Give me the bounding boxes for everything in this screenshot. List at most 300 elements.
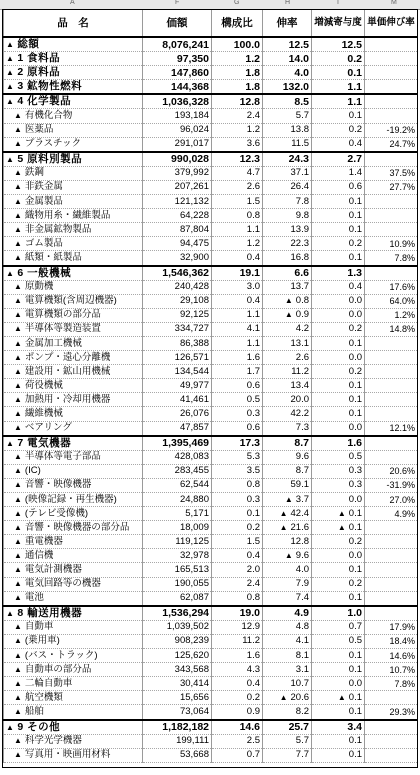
item-name-cell[interactable]: ▲ 半導体等電子部品 [4,450,143,464]
share-cell[interactable]: 0.3 [212,407,263,421]
growth-cell[interactable]: ▲ 9.6 [263,549,312,563]
growth-cell[interactable]: 59.1 [263,478,312,492]
value-cell[interactable]: 126,571 [143,351,212,365]
item-name-cell[interactable]: ▲ 電気回路等の機器 [4,577,143,591]
share-cell[interactable]: 1.1 [212,223,263,237]
contribution-cell[interactable]: 1.1 [312,94,365,109]
unit-price-growth-cell[interactable] [365,365,418,379]
unit-price-growth-cell[interactable]: -19.2% [365,123,418,137]
share-cell[interactable]: 2.5 [212,734,263,748]
value-cell[interactable]: 379,992 [143,166,212,180]
item-name-cell[interactable]: ▲ 科学光学機器 [4,734,143,748]
item-name-cell[interactable]: ▲ 写真用・映画用材料 [4,748,143,762]
contribution-cell[interactable]: 0.0 [312,549,365,563]
unit-price-growth-cell[interactable] [365,606,418,621]
unit-price-growth-cell[interactable]: 17.6% [365,280,418,294]
contribution-cell[interactable]: 0.1 [312,336,365,350]
share-cell[interactable]: 100.0 [212,37,263,52]
unit-price-growth-cell[interactable]: 12.1% [365,421,418,436]
share-cell[interactable]: 0.6 [212,379,263,393]
share-cell[interactable]: 1.1 [212,308,263,322]
contribution-cell[interactable]: 0.2 [312,123,365,137]
share-cell[interactable]: 11.2 [212,634,263,648]
contribution-cell[interactable]: 0.0 [312,677,365,691]
item-name-cell[interactable]: ▲ ゴム製品 [4,237,143,251]
share-cell[interactable]: 19.0 [212,606,263,621]
growth-cell[interactable]: 5.7 [263,734,312,748]
share-cell[interactable]: 3.0 [212,280,263,294]
growth-cell[interactable]: 14.0 [263,52,312,66]
share-cell[interactable]: 3.5 [212,464,263,478]
share-cell[interactable]: 0.1 [212,507,263,521]
value-cell[interactable]: 190,055 [143,577,212,591]
growth-cell[interactable]: ▲ 3.7 [263,493,312,507]
growth-cell[interactable]: 4.2 [263,322,312,336]
share-cell[interactable]: 0.8 [212,478,263,492]
share-cell[interactable]: 4.1 [212,322,263,336]
unit-price-growth-cell[interactable]: 4.9% [365,507,418,521]
item-name-cell[interactable]: ▲ ベアリング [4,421,143,436]
share-cell[interactable]: 4.3 [212,663,263,677]
header-unit-price-growth[interactable]: 単価伸び率 [365,10,418,38]
unit-price-growth-cell[interactable] [365,577,418,591]
value-cell[interactable]: 908,239 [143,634,212,648]
item-name-cell[interactable]: ▲ 9 その他 [4,720,143,735]
item-name-cell[interactable]: ▲ (映像記録・再生機器) [4,493,143,507]
item-name-cell[interactable]: ▲ 加熱用・冷却用機器 [4,393,143,407]
contribution-cell[interactable]: 1.3 [312,266,365,281]
contribution-cell[interactable]: 0.0 [312,294,365,308]
share-cell[interactable]: 3.6 [212,137,263,152]
share-cell[interactable]: 19.1 [212,266,263,281]
item-name-cell[interactable]: ▲ 有機化合物 [4,109,143,123]
value-cell[interactable]: 207,261 [143,180,212,194]
growth-cell[interactable]: 8.2 [263,705,312,720]
header-value[interactable]: 価額 [143,10,212,38]
column-letter-f[interactable]: F [175,0,180,6]
growth-cell[interactable]: 12.8 [263,535,312,549]
contribution-cell[interactable]: 0.5 [312,450,365,464]
unit-price-growth-cell[interactable]: 24.7% [365,137,418,152]
contribution-cell[interactable]: 0.1 [312,649,365,663]
value-cell[interactable]: 18,009 [143,521,212,535]
unit-price-growth-cell[interactable] [365,393,418,407]
item-name-cell[interactable]: ▲ 半導体等製造装置 [4,322,143,336]
contribution-cell[interactable]: 0.3 [312,478,365,492]
share-cell[interactable]: 17.3 [212,436,263,451]
item-name-cell[interactable]: ▲ 繊維機械 [4,407,143,421]
share-cell[interactable]: 1.2 [212,52,263,66]
unit-price-growth-cell[interactable] [365,195,418,209]
growth-cell[interactable]: 7.9 [263,577,312,591]
value-cell[interactable]: 121,132 [143,195,212,209]
contribution-cell[interactable]: ▲ 0.1 [312,691,365,705]
value-cell[interactable]: 29,108 [143,294,212,308]
contribution-cell[interactable]: 12.5 [312,37,365,52]
value-cell[interactable]: 134,544 [143,365,212,379]
share-cell[interactable]: 2.4 [212,109,263,123]
value-cell[interactable]: 97,350 [143,52,212,66]
contribution-cell[interactable]: 0.1 [312,734,365,748]
growth-cell[interactable]: 26.4 [263,180,312,194]
unit-price-growth-cell[interactable] [365,535,418,549]
item-name-cell[interactable]: ▲ 8 輸送用機器 [4,606,143,621]
value-cell[interactable]: 334,727 [143,322,212,336]
growth-cell[interactable]: 8.7 [263,464,312,478]
item-name-cell[interactable]: ▲ 電池 [4,591,143,606]
value-cell[interactable]: 1,395,469 [143,436,212,451]
header-item-name[interactable]: 品 名 [4,10,143,38]
header-share[interactable]: 構成比 [212,10,263,38]
growth-cell[interactable]: ▲ 0.8 [263,294,312,308]
unit-price-growth-cell[interactable] [365,591,418,606]
growth-cell[interactable]: 8.1 [263,649,312,663]
item-name-cell[interactable]: ▲ 金属製品 [4,195,143,209]
value-cell[interactable]: 94,475 [143,237,212,251]
contribution-cell[interactable]: 0.0 [312,493,365,507]
share-cell[interactable]: 4.7 [212,166,263,180]
growth-cell[interactable]: 5.7 [263,109,312,123]
unit-price-growth-cell[interactable]: 27.0% [365,493,418,507]
growth-cell[interactable]: 42.2 [263,407,312,421]
value-cell[interactable]: 15,656 [143,691,212,705]
growth-cell[interactable]: 6.6 [263,266,312,281]
value-cell[interactable]: 24,880 [143,493,212,507]
item-name-cell[interactable]: ▲ 非金属鉱物製品 [4,223,143,237]
growth-cell[interactable]: 4.0 [263,66,312,80]
value-cell[interactable]: 193,184 [143,109,212,123]
item-name-cell[interactable]: ▲ プラスチック [4,137,143,152]
unit-price-growth-cell[interactable] [365,52,418,66]
value-cell[interactable]: 240,428 [143,280,212,294]
share-cell[interactable]: 2.4 [212,577,263,591]
value-cell[interactable]: 30,414 [143,677,212,691]
contribution-cell[interactable]: 0.2 [312,535,365,549]
value-cell[interactable]: 165,513 [143,563,212,577]
contribution-cell[interactable]: 0.2 [312,577,365,591]
share-cell[interactable]: 0.3 [212,493,263,507]
unit-price-growth-cell[interactable]: 27.7% [365,180,418,194]
unit-price-growth-cell[interactable]: 29.3% [365,705,418,720]
value-cell[interactable]: 343,568 [143,663,212,677]
value-cell[interactable]: 92,125 [143,308,212,322]
unit-price-growth-cell[interactable] [365,37,418,52]
contribution-cell[interactable]: 2.7 [312,152,365,167]
contribution-cell[interactable]: 0.1 [312,109,365,123]
contribution-cell[interactable]: 0.2 [312,322,365,336]
value-cell[interactable]: 1,036,328 [143,94,212,109]
value-cell[interactable]: 5,171 [143,507,212,521]
contribution-cell[interactable]: 1.6 [312,436,365,451]
value-cell[interactable]: 8,076,241 [143,37,212,52]
item-name-cell[interactable]: ▲ 3 鉱物性燃料 [4,80,143,95]
share-cell[interactable]: 0.2 [212,691,263,705]
contribution-cell[interactable]: 0.3 [312,464,365,478]
contribution-cell[interactable]: 0.4 [312,280,365,294]
growth-cell[interactable]: 16.8 [263,251,312,266]
item-name-cell[interactable]: ▲ 医薬品 [4,123,143,137]
share-cell[interactable]: 1.5 [212,195,263,209]
share-cell[interactable]: 1.2 [212,123,263,137]
value-cell[interactable]: 1,039,502 [143,620,212,634]
contribution-cell[interactable]: 0.2 [312,52,365,66]
growth-cell[interactable]: 20.0 [263,393,312,407]
value-cell[interactable]: 125,620 [143,649,212,663]
share-cell[interactable]: 1.2 [212,237,263,251]
column-letter-m[interactable]: M [391,0,397,6]
share-cell[interactable]: 1.8 [212,80,263,95]
growth-cell[interactable]: 13.8 [263,123,312,137]
unit-price-growth-cell[interactable] [365,734,418,748]
value-cell[interactable]: 62,087 [143,591,212,606]
value-cell[interactable]: 64,228 [143,209,212,223]
value-cell[interactable]: 199,111 [143,734,212,748]
share-cell[interactable]: 0.9 [212,705,263,720]
item-name-cell[interactable]: ▲ 非鉄金属 [4,180,143,194]
share-cell[interactable]: 0.2 [212,521,263,535]
contribution-cell[interactable]: 1.1 [312,80,365,95]
value-cell[interactable]: 96,024 [143,123,212,137]
growth-cell[interactable]: 4.8 [263,620,312,634]
unit-price-growth-cell[interactable]: 14.6% [365,649,418,663]
growth-cell[interactable]: 22.3 [263,237,312,251]
item-name-cell[interactable]: ▲ 船舶 [4,705,143,720]
unit-price-growth-cell[interactable]: -31.9% [365,478,418,492]
growth-cell[interactable]: 7.7 [263,748,312,762]
unit-price-growth-cell[interactable] [365,109,418,123]
column-letter-h[interactable]: H [285,0,291,6]
share-cell[interactable]: 14.6 [212,720,263,735]
column-letter-a[interactable]: A [70,0,75,6]
share-cell[interactable]: 1.6 [212,649,263,663]
unit-price-growth-cell[interactable] [365,436,418,451]
growth-cell[interactable]: 11.5 [263,137,312,152]
item-name-cell[interactable]: ▲ (テレビ受像機) [4,507,143,521]
unit-price-growth-cell[interactable] [365,563,418,577]
value-cell[interactable]: 49,977 [143,379,212,393]
share-cell[interactable]: 0.4 [212,251,263,266]
share-cell[interactable]: 5.3 [212,450,263,464]
item-name-cell[interactable]: ▲ (乗用車) [4,634,143,648]
item-name-cell[interactable]: ▲ 5 原料別製品 [4,152,143,167]
share-cell[interactable]: 12.9 [212,620,263,634]
header-contribution[interactable]: 増減寄与度 [312,10,365,38]
value-cell[interactable]: 1,546,362 [143,266,212,281]
unit-price-growth-cell[interactable] [365,521,418,535]
unit-price-growth-cell[interactable] [365,407,418,421]
growth-cell[interactable]: 3.1 [263,663,312,677]
share-cell[interactable]: 0.4 [212,677,263,691]
value-cell[interactable]: 990,028 [143,152,212,167]
growth-cell[interactable]: 13.9 [263,223,312,237]
growth-cell[interactable]: 37.1 [263,166,312,180]
contribution-cell[interactable]: 0.5 [312,634,365,648]
growth-cell[interactable]: ▲ 0.9 [263,308,312,322]
growth-cell[interactable]: 4.9 [263,606,312,621]
unit-price-growth-cell[interactable]: 64.0% [365,294,418,308]
value-cell[interactable]: 144,368 [143,80,212,95]
unit-price-growth-cell[interactable] [365,691,418,705]
column-letter-i[interactable]: I [337,0,339,6]
contribution-cell[interactable]: 1.0 [312,606,365,621]
item-name-cell[interactable]: ▲ 音響・映像機器 [4,478,143,492]
unit-price-growth-cell[interactable] [365,720,418,735]
unit-price-growth-cell[interactable] [365,94,418,109]
value-cell[interactable]: 47,857 [143,421,212,436]
header-growth[interactable]: 伸率 [263,10,312,38]
growth-cell[interactable]: 9.8 [263,209,312,223]
value-cell[interactable]: 87,804 [143,223,212,237]
item-name-cell[interactable]: ▲ 金属加工機械 [4,336,143,350]
growth-cell[interactable]: 4.0 [263,563,312,577]
item-name-cell[interactable]: ▲ 原動機 [4,280,143,294]
growth-cell[interactable]: 4.1 [263,634,312,648]
unit-price-growth-cell[interactable] [365,66,418,80]
growth-cell[interactable]: 9.6 [263,450,312,464]
item-name-cell[interactable]: ▲ 1 食料品 [4,52,143,66]
value-cell[interactable]: 1,182,182 [143,720,212,735]
contribution-cell[interactable]: 1.4 [312,166,365,180]
share-cell[interactable]: 12.3 [212,152,263,167]
contribution-cell[interactable]: 0.1 [312,251,365,266]
contribution-cell[interactable]: 0.1 [312,407,365,421]
share-cell[interactable]: 2.0 [212,563,263,577]
value-cell[interactable]: 283,455 [143,464,212,478]
item-name-cell[interactable]: ▲ 荷役機械 [4,379,143,393]
item-name-cell[interactable]: ▲ 織物用糸・繊維製品 [4,209,143,223]
share-cell[interactable]: 1.5 [212,535,263,549]
share-cell[interactable]: 0.7 [212,748,263,762]
contribution-cell[interactable]: 0.1 [312,705,365,720]
unit-price-growth-cell[interactable]: 10.9% [365,237,418,251]
growth-cell[interactable]: 7.8 [263,195,312,209]
growth-cell[interactable]: 11.2 [263,365,312,379]
growth-cell[interactable]: 10.7 [263,677,312,691]
contribution-cell[interactable]: 0.4 [312,137,365,152]
share-cell[interactable]: 0.6 [212,421,263,436]
value-cell[interactable]: 32,900 [143,251,212,266]
growth-cell[interactable]: 13.7 [263,280,312,294]
contribution-cell[interactable]: 0.1 [312,663,365,677]
growth-cell[interactable]: ▲ 21.6 [263,521,312,535]
item-name-cell[interactable]: ▲ 航空機類 [4,691,143,705]
unit-price-growth-cell[interactable] [365,379,418,393]
growth-cell[interactable]: 7.4 [263,591,312,606]
item-name-cell[interactable]: ▲ 建設用・鉱山用機械 [4,365,143,379]
growth-cell[interactable]: 8.7 [263,436,312,451]
unit-price-growth-cell[interactable] [365,152,418,167]
contribution-cell[interactable]: 0.1 [312,563,365,577]
growth-cell[interactable]: 24.3 [263,152,312,167]
contribution-cell[interactable]: 0.2 [312,237,365,251]
unit-price-growth-cell[interactable]: 7.8% [365,677,418,691]
unit-price-growth-cell[interactable]: 37.5% [365,166,418,180]
value-cell[interactable]: 26,076 [143,407,212,421]
contribution-cell[interactable]: 0.1 [312,223,365,237]
item-name-cell[interactable]: ▲ 通信機 [4,549,143,563]
growth-cell[interactable]: 25.7 [263,720,312,735]
item-name-cell[interactable]: ▲ 音響・映像機器の部分品 [4,521,143,535]
value-cell[interactable]: 1,536,294 [143,606,212,621]
value-cell[interactable]: 32,978 [143,549,212,563]
value-cell[interactable]: 62,544 [143,478,212,492]
share-cell[interactable]: 1.1 [212,336,263,350]
item-name-cell[interactable]: ▲ 紙類・紙製品 [4,251,143,266]
item-name-cell[interactable]: ▲ 鉄鋼 [4,166,143,180]
share-cell[interactable]: 2.6 [212,180,263,194]
contribution-cell[interactable]: 0.0 [312,421,365,436]
contribution-cell[interactable]: 0.7 [312,620,365,634]
value-cell[interactable]: 73,064 [143,705,212,720]
contribution-cell[interactable]: 0.6 [312,180,365,194]
contribution-cell[interactable]: 0.0 [312,351,365,365]
unit-price-growth-cell[interactable] [365,748,418,762]
item-name-cell[interactable]: ▲ 総額 [4,37,143,52]
unit-price-growth-cell[interactable] [365,209,418,223]
contribution-cell[interactable]: 0.1 [312,379,365,393]
contribution-cell[interactable]: 0.1 [312,591,365,606]
unit-price-growth-cell[interactable]: 17.9% [365,620,418,634]
contribution-cell[interactable]: 0.1 [312,393,365,407]
growth-cell[interactable]: 13.4 [263,379,312,393]
contribution-cell[interactable]: 0.1 [312,195,365,209]
growth-cell[interactable]: ▲ 20.6 [263,691,312,705]
item-name-cell[interactable]: ▲ 電算機類(含周辺機器) [4,294,143,308]
item-name-cell[interactable]: ▲ 6 一般機械 [4,266,143,281]
unit-price-growth-cell[interactable] [365,351,418,365]
contribution-cell[interactable]: 3.4 [312,720,365,735]
item-name-cell[interactable]: ▲ 二輪自動車 [4,677,143,691]
unit-price-growth-cell[interactable]: 1.2% [365,308,418,322]
share-cell[interactable]: 12.8 [212,94,263,109]
growth-cell[interactable]: 13.1 [263,336,312,350]
item-name-cell[interactable]: ▲ 自動車 [4,620,143,634]
unit-price-growth-cell[interactable]: 14.8% [365,322,418,336]
unit-price-growth-cell[interactable]: 10.7% [365,663,418,677]
unit-price-growth-cell[interactable] [365,266,418,281]
share-cell[interactable]: 1.8 [212,66,263,80]
unit-price-growth-cell[interactable] [365,336,418,350]
unit-price-growth-cell[interactable]: 7.8% [365,251,418,266]
share-cell[interactable]: 1.7 [212,365,263,379]
value-cell[interactable]: 41,461 [143,393,212,407]
share-cell[interactable]: 0.8 [212,209,263,223]
item-name-cell[interactable]: ▲ 4 化学製品 [4,94,143,109]
share-cell[interactable]: 0.4 [212,549,263,563]
item-name-cell[interactable]: ▲ 7 電気機器 [4,436,143,451]
item-name-cell[interactable]: ▲ 2 原料品 [4,66,143,80]
item-name-cell[interactable]: ▲ 電算機類の部分品 [4,308,143,322]
growth-cell[interactable]: 132.0 [263,80,312,95]
item-name-cell[interactable]: ▲ 重電機器 [4,535,143,549]
share-cell[interactable]: 0.8 [212,591,263,606]
growth-cell[interactable]: ▲ 42.4 [263,507,312,521]
contribution-cell[interactable]: 0.2 [312,365,365,379]
growth-cell[interactable]: 8.5 [263,94,312,109]
contribution-cell[interactable]: 0.1 [312,66,365,80]
contribution-cell[interactable]: 0.0 [312,308,365,322]
contribution-cell[interactable]: ▲ 0.1 [312,507,365,521]
item-name-cell[interactable]: ▲ 自動車の部分品 [4,663,143,677]
growth-cell[interactable]: 2.6 [263,351,312,365]
share-cell[interactable]: 0.4 [212,294,263,308]
item-name-cell[interactable]: ▲ (バス・トラック) [4,649,143,663]
item-name-cell[interactable]: ▲ (IC) [4,464,143,478]
unit-price-growth-cell[interactable] [365,450,418,464]
value-cell[interactable]: 147,860 [143,66,212,80]
unit-price-growth-cell[interactable]: 18.4% [365,634,418,648]
unit-price-growth-cell[interactable] [365,223,418,237]
